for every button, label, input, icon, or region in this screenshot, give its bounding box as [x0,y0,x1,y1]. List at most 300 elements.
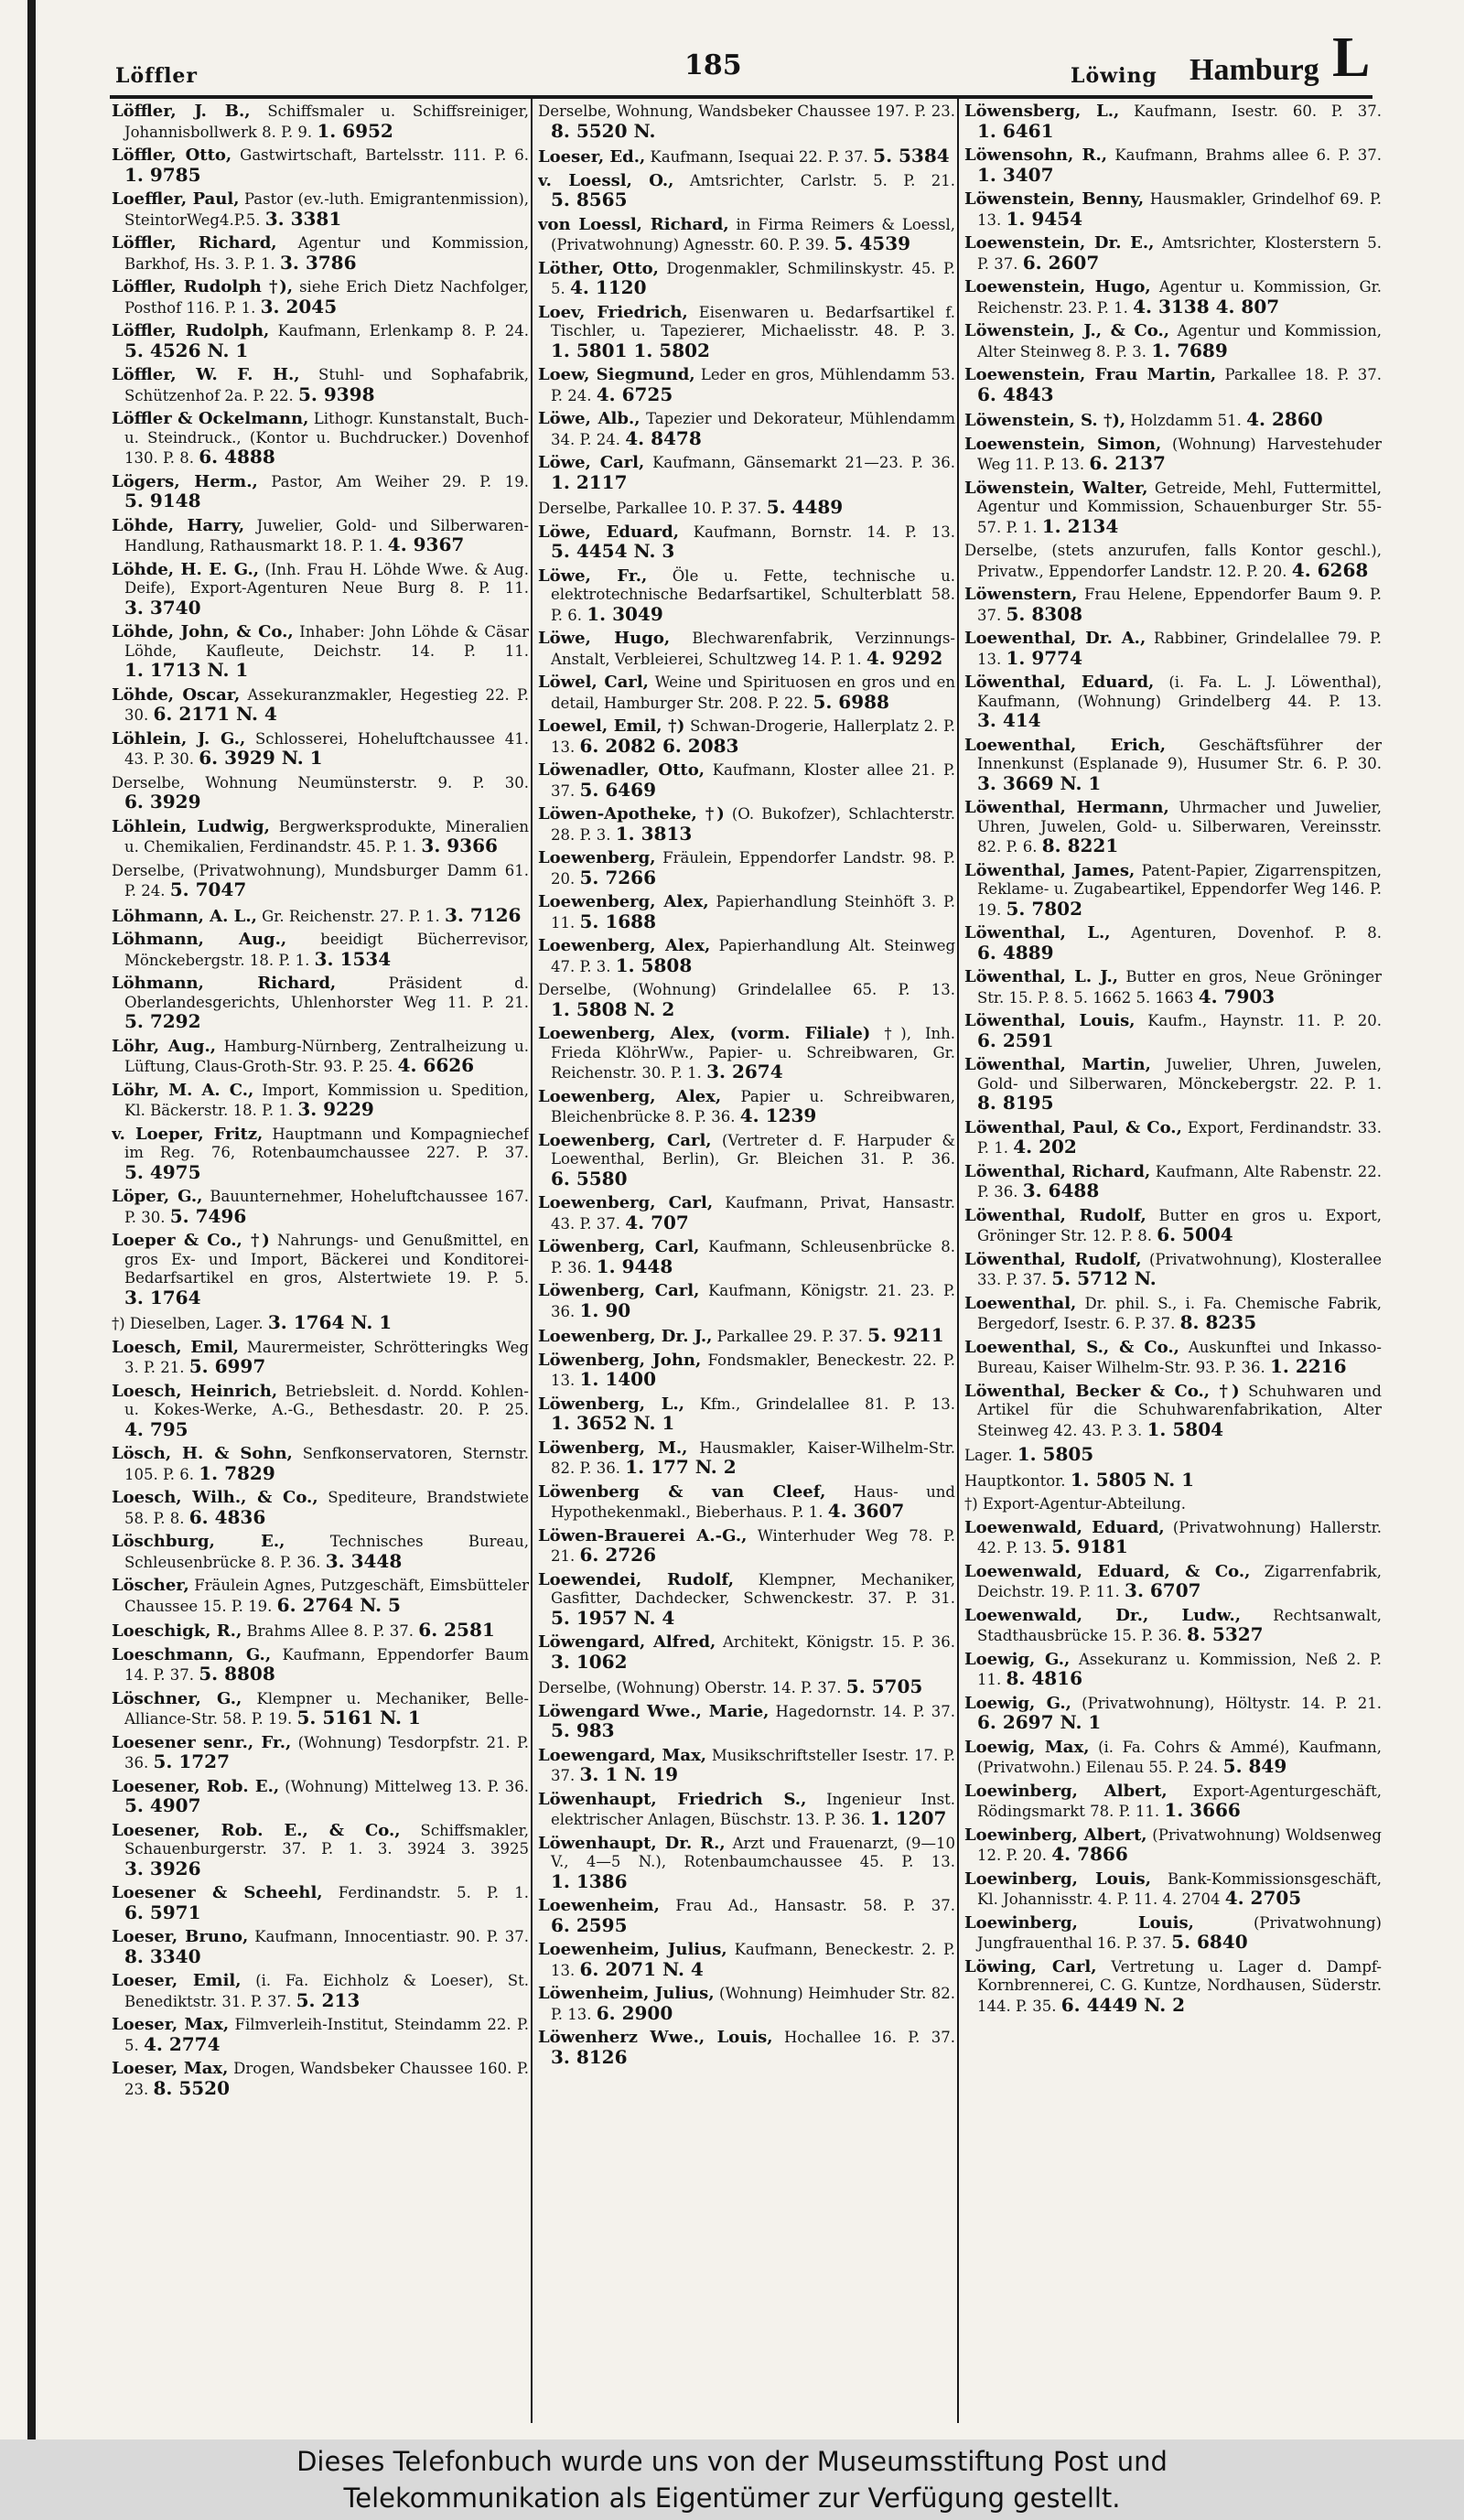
directory-entry [538,937,955,976]
entry-name: Loeffler, Paul, [112,189,240,209]
entry-name: Löwenstein, Benny, [964,189,1145,209]
entry-phone: 5. 4975 [124,1160,201,1183]
entry-details: Drogen, Wandsbeker Chaussee 160. P. 23. [124,2060,529,2098]
entry-name: Loewenheim, Julius, [538,1940,727,1959]
directory-entry [964,1056,1382,1115]
entry-name: Loewenberg, Carl, [538,1130,712,1150]
directory-entry [538,1483,955,1523]
entry-phone: 6. 2082 6. 2083 [579,734,739,757]
directory-entry [538,1985,955,2024]
entry-phone: 1. 6952 [317,119,393,142]
entry-name: Löwenthal, L., [964,923,1111,942]
entry-phone: 5. 5384 [873,145,950,167]
entry-name: Löwenthal, Rudolf, [964,1249,1142,1269]
directory-entry [964,1207,1382,1246]
entry-phone: 5. 983 [551,1719,615,1741]
directory-entry [964,1519,1382,1558]
directory-entry [964,1339,1382,1378]
entry-name: Loewenwald, Dr., Ludw., [964,1605,1242,1625]
entry-phone: 1. 1400 [579,1368,657,1390]
directory-entry [112,278,529,318]
directory-entry [112,1383,529,1441]
entry-name: Löhmann, Richard, [112,974,337,993]
entry-details: Frau Helene, Eppendorfer Baum 9. P. 37. [977,586,1382,624]
entry-details: Gr. Reichenstr. 27. P. 1. [262,907,440,925]
directory-entry [964,322,1382,361]
directory-entry [112,1188,529,1227]
entry-name: Löwe, Hugo, [538,629,671,648]
entry-phone: 4. 1239 [739,1104,817,1126]
directory-entry [964,278,1382,318]
entry-details: Weine und Spirituosen en gros und en detail, Hamburger Str. 208. P. 22. [551,673,955,712]
entry-name: Löffler, Otto, [112,145,232,165]
entry-phone: 1. 177 N. 2 [625,1456,737,1478]
entry-name: Löhlein, Ludwig, [112,816,270,836]
directory-entry [538,366,955,405]
entry-details: Papier u. Schreibwaren, Bleichenbrücke 8. P. 36. [551,1087,955,1125]
entry-name: Löwe, Carl, [538,453,645,472]
entry-phone: 5. 9181 [1051,1535,1128,1557]
entry-name: Loewenberg, [538,848,656,867]
entry-details: Kaufmann, Innocentiastr. 90. P. 37. [254,1928,529,1945]
directory-entry [964,673,1382,732]
entry-details: (Vertreter d. F. Harpuder & Loewenthal, Berlin), Gr. Bleichen 31. P. 36. [551,1131,955,1168]
directory-entry [112,322,529,361]
entry-details: Agentur und Kommission, Alter Steinweg 8. P. 3. [977,322,1382,361]
directory-entry [112,686,529,726]
entry-details: Kaufmann, Kloster allee 21. P. 37. [551,761,955,800]
entry-details: Senfkonservatoren, Sternstr. 105. P. 6. [124,1445,529,1483]
directory-entry [112,1533,529,1572]
directory-entry [964,1739,1382,1778]
entry-details: Gastwirtschaft, Bartelsstr. 111. P. 6. [240,146,529,164]
entry-details: Kaufmann, Gänsemarkt 21—23. P. 36. [652,454,955,471]
directory-entry [538,1282,955,1321]
entry-details: (Wohnung) Heimhuder Str. 82. P. 13. [551,1985,955,2023]
directory-entry [112,931,529,970]
directory-entry [538,893,955,932]
directory-entry [964,234,1382,274]
entry-name: Löhde, John, & Co., [112,622,294,641]
entry-details: Pastor, Am Weiher 29. P. 19. [271,472,529,490]
entry-details: Kaufmann, Beneckestr. 2. P. 13. [551,1941,955,1979]
entry-details: Lithogr. Kunstanstalt, Buch- u. Steindruck., (Kontor u. Buchdrucker.) Dovenhof 130. P. 8. [124,410,529,467]
entry-name: Löwen-Apotheke, †) [538,804,725,824]
directory-entry [538,717,955,757]
entry-phone: 5. 4526 N. 1 [124,339,249,361]
directory-entry [112,903,529,927]
entry-name: Löwenthal, Paul, & Co., [964,1117,1182,1137]
entry-details: Betriebsleit. d. Nordd. Kohlen- u. Kokes-Werke, A.-G., Bethesdastr. 20. P. 25. [124,1382,529,1418]
entry-details: (Privatwohnung), Klosterallee 33. P. 37. [977,1250,1382,1288]
footer-note [0,2439,1464,2520]
entry-name: v. Loeper, Fritz, [112,1124,264,1144]
entry-details: Schuhwaren und Artikel für die Schuhwarenfabrikation, Alter Steinweg 42. 43. P. 3. [977,1382,1382,1439]
entry-details: Nahrungs- und Genußmittel, en gros Ex- und Import, Bäckerei und Konditorei-Bedarfsartikel en gros, Alstertwiete 19. P. 5. [124,1232,529,1287]
directory-entry [538,567,955,626]
entry-name: Loewinberg, Louis, [964,1912,1194,1933]
entry-details: Hamburg-Nürnberg, Zentralheizung u. Lüftung, Claus-Groth-Str. 93. P. 25. [124,1037,529,1075]
directory-entry [112,1646,529,1685]
entry-phone: 5. 6997 [188,1355,266,1377]
entry-phone: 5. 9211 [867,1324,944,1346]
entry-phone: 5. 9398 [298,382,375,405]
entry-name: Loewenthal, [964,1293,1077,1313]
entry-details: (Privatwohnung) Woldsenweg 12. P. 20. [977,1825,1382,1864]
entry-phone: 1. 5801 1. 5802 [551,339,710,361]
directory-entry [538,1897,955,1936]
directory-entry [964,410,1382,431]
directory-entry [538,1025,955,1083]
entry-name: Loesener, Rob. E., & Co., [112,1820,401,1840]
directory-entry [112,102,529,142]
entry-phone: 6. 2581 [418,1619,495,1641]
entry-phone: 8. 8221 [1041,835,1119,856]
entry-phone: 6. 2595 [551,1913,628,1936]
entry-details: Spediteure, Brandstwiete 58. P. 8. [124,1489,529,1527]
entry-details: (Wohnung) Harvestehuder Weg 11. P. 13. [977,435,1382,473]
entry-details: Bauunternehmer, Hoheluftchaussee 167. P. 30. [124,1188,529,1226]
entry-details: Assekuranzmakler, Hegestieg 22. P. 30. [124,685,529,724]
entry-details: Derselbe, Wohnung, Wandsbeker Chaussee 197. P. 23. [538,102,955,120]
entry-name: Löffler, Rudolph, [112,321,270,340]
directory-entry [538,2029,955,2068]
entry-details: Inhaber: John Löhde & Cäsar Löhde, Kaufleute, Deichstr. 14. P. 11. [124,623,529,660]
directory-entry [538,673,955,713]
entry-phone: 5. 4539 [834,232,911,254]
entry-details: Fondsmakler, Beneckestr. 22. P. 13. [551,1351,955,1389]
entry-phone: 6. 4889 [977,941,1054,964]
entry-name: Löwing, Carl, [964,1956,1097,1976]
entry-details: Juwelier, Gold- und Silberwaren-Handlung, Rathausmarkt 18. P. 1. [124,516,529,555]
entry-details: Agentur u. Kommission, Gr. Reichenstr. 23. P. 1. [977,278,1382,317]
entry-name: Loewinberg, Albert, [964,1781,1168,1801]
entry-details: Kaufmann, Königstr. 21. 23. P. 36. [551,1282,955,1320]
entry-details: Uhrmacher und Juwelier, Uhren, Juwelen, Gold- u. Silberwaren, Vereinsstr. 82. P. 6. [977,799,1382,856]
entry-details: †), Inh. Frieda KlöhrWw., Papier- u. Schreibwaren, Gr. Reichenstr. 30. P. 1. [551,1025,955,1082]
entry-name: Loesch, Wilh., & Co., [112,1488,318,1507]
entry-details: Import, Kommission u. Spedition, Kl. Bäckerstr. 18. P. 1. [124,1081,529,1119]
entry-name: Löwenheim, Julius, [538,1984,715,2003]
directory-entry [538,1941,955,1980]
entry-phone: 3. 3669 N. 1 [977,771,1102,794]
directory-entry [538,1571,955,1630]
entry-phone: 6. 2591 [977,1028,1054,1051]
entry-name: Löwenhaupt, Friedrich S., [538,1789,807,1809]
entry-name: Löschner, G., [112,1688,242,1708]
entry-name: Lösch, H. & Sohn, [112,1444,293,1463]
entry-phone: 3. 1764 N. 1 [267,1311,393,1333]
entry-phone: 4. 3138 4. 807 [1133,295,1280,318]
directory-entry [538,102,955,142]
entry-details: Bergwerksprodukte, Mineralien u. Chemikalien, Ferdinandstr. 45. P. 1. [124,817,529,856]
directory-entry [112,366,529,405]
entry-details: (i. Fa. Cohrs & Ammé), Kaufmann, (Privatwohn.) Eilenau 55. P. 24. [977,1738,1382,1776]
entry-phone: 3. 3448 [325,1549,403,1572]
page-number: 185 [684,49,742,81]
entry-phone: 5. 7047 [169,878,247,900]
entry-phone: 1. 1207 [869,1807,947,1829]
entry-details: Dr. phil. S., i. Fa. Chemische Fabrik, Bergedorf, Isestr. 6. P. 37. [977,1294,1382,1332]
directory-entry [112,1690,529,1729]
header-last-entry: Löwing [1071,64,1157,88]
directory-entry [538,523,955,563]
directory-entry [964,799,1382,857]
directory-entry [964,1695,1382,1734]
entry-phone: 4. 6626 [397,1054,475,1076]
directory-entry [538,146,955,167]
entry-phone: 1. 5808 N. 2 [551,997,675,1020]
entry-name: Löhde, Harry, [112,515,245,535]
directory-entry [964,1782,1382,1822]
entry-details: (O. Bukofzer), Schlachterstr. 28. P. 3. [551,805,955,844]
entry-name: Loesch, Heinrich, [112,1381,278,1401]
entry-phone: 1. 9785 [124,163,201,186]
entry-phone: 3. 2045 [260,295,338,318]
entry-details: Bank-Kommissionsgeschäft, Kl. Johannisstr. 4. P. 11. 4. 2704 [977,1869,1382,1908]
entry-phone: 3. 7126 [444,903,522,926]
entry-phone: 1. 9454 [1006,207,1083,230]
entry-details: Technisches Bureau, Schleusenbrücke 8. P. 36. [124,1533,529,1571]
entry-details: Frau Ad., Hansastr. 58. P. 37. [675,1897,955,1914]
entry-name: Löwenthal, Louis, [964,1011,1136,1030]
entry-name: Löffler, Rudolph †), [112,277,294,296]
directory-entry [964,924,1382,964]
entry-name: Loewenwald, Eduard, & Co., [964,1561,1251,1581]
entry-name: Löwenstein, J., & Co., [964,321,1170,340]
entry-details: †) Export-Agentur-Abteilung. [964,1495,1186,1513]
entry-name: Loeper & Co., †) [112,1231,270,1250]
entry-phone: 6. 2137 [1089,452,1166,474]
directory-entry [112,1125,529,1184]
entry-phone: 1. 9448 [596,1255,673,1277]
entry-name: Löwensohn, R., [964,145,1108,165]
entry-phone: 5. 1688 [579,910,657,932]
entry-details: (Privatwohnung) Jungfrauenthal 16. P. 37. [977,1913,1382,1952]
entry-phone: 4. 7903 [1198,985,1276,1007]
entry-details: Kaufm., Haynstr. 11. P. 20. [1147,1012,1382,1029]
entry-phone: 4. 795 [124,1417,188,1440]
entry-details: (Inh. Frau H. Löhde Wwe. & Aug. Deife), Export-Agenturen Neue Burg 8. P. 11. [124,560,529,597]
entry-details: Stuhl- und Sophafabrik, Schützenhof 2a. P. 22. [124,366,529,404]
entry-phone: 6. 5580 [551,1167,628,1190]
directory-entry [964,1470,1382,1492]
entry-name: Löwenthal, L. J., [964,967,1119,986]
directory-entry [538,1088,955,1127]
directory-entry [112,1884,529,1923]
directory-entry [964,436,1382,475]
entry-phone: 3. 1534 [314,947,392,970]
entry-phone: 3. 3740 [124,596,201,619]
entry-phone: 1. 3666 [1164,1799,1241,1821]
entry-name: Loeser, Bruno, [112,1927,249,1946]
entry-phone: 5. 8308 [1006,602,1083,625]
header-first-entry: Löffler [115,64,199,88]
entry-phone: 6. 2697 N. 1 [977,1711,1102,1733]
entry-name: Löwenthal, Martin, [964,1055,1151,1074]
entry-name: Loeser, Max, [112,2059,229,2078]
entry-details: Musikschriftsteller Isestr. 17. P. 37. [551,1746,955,1784]
entry-phone: 6. 2900 [596,2001,673,2024]
directory-entry [112,1928,529,1967]
entry-name: v. Loessl, O., [538,170,674,190]
entry-phone: 4. 6725 [596,382,673,405]
entry-details: Kaufmann, Bornstr. 14. P. 13. [693,522,955,541]
entry-phone: 5. 7496 [169,1204,247,1227]
entry-phone: 5. 5705 [845,1675,923,1697]
entry-name: Loewenthal, S., & Co., [964,1337,1179,1357]
entry-name: Löhmann, Aug., [112,930,287,949]
entry-phone: 6. 2764 N. 5 [276,1593,401,1616]
entry-phone: 1. 2117 [551,470,628,493]
entry-details: Holzdamm 51. [1130,412,1242,429]
entry-details: Schlosserei, Hoheluftchaussee 41. 43. P. 30. [124,729,529,768]
directory-entry [964,1251,1382,1290]
entry-phone: 5. 4907 [124,1794,201,1816]
entry-name: Löwenberg, John, [538,1350,702,1370]
entry-phone: 6. 4888 [199,446,275,468]
directory-entry [964,1445,1382,1466]
entry-details: Brahms Allee 8. P. 37. [246,1622,414,1640]
directory-entry [112,1445,529,1484]
entry-name: Loewinberg, Albert, [964,1825,1147,1845]
header-rule [110,95,1372,99]
directory-entry [964,1163,1382,1202]
entry-details: Präsident d. Oberlandesgerichts, Uhlenhorster Weg 11. P. 21. [124,975,529,1011]
entry-phone: 5. 4454 N. 3 [551,540,675,562]
entry-details: Kaufmann, Brahms allee 6. P. 37. [1114,146,1382,164]
entry-phone: 3. 6707 [1125,1579,1201,1601]
directory-entry [964,1651,1382,1690]
entry-name: Löffler, Richard, [112,233,277,253]
entry-details: Derselbe, (stets anzurufen, falls Kontor geschl.), Privatw., Eppendorfer Landstr. 12. P. 20. [964,542,1382,580]
entry-phone: 5. 9148 [124,490,201,512]
entry-details: Getreide, Mehl, Futtermittel, Agentur und Kommission, Schauenburger Str. 55-57. P. 1. [977,479,1382,536]
entry-name: Loewenberg, Alex, [538,892,709,911]
entry-phone: 1. 3049 [587,602,663,625]
entry-phone: 5. 7292 [124,1010,201,1032]
entry-name: Löwenthal, Hermann, [964,798,1169,817]
entry-phone: 1. 3407 [977,163,1054,186]
footer-line-2: Telekommunikation als Eigentümer zur Verfügung gestellt. [343,2482,1121,2514]
entry-details: Hauptkontor. [964,1471,1066,1490]
entry-phone: 3. 9229 [297,1098,374,1120]
entry-details: Lager. [964,1447,1013,1464]
entry-phone: 6. 2171 N. 4 [153,703,277,725]
entry-details: beeidigt Bücherrevisor, Mönckebergstr. 18. P. 1. [124,931,529,969]
entry-phone: 8. 5520 [153,2076,231,2099]
entry-name: Loeschmann, G., [112,1644,272,1664]
entry-details: Derselbe, (Privatwohnung), Mundsburger Damm 61. P. 24. [112,861,529,899]
entry-name: Loewenthal, Erich, [964,735,1166,755]
directory-entry [538,1703,955,1742]
directory-entry [112,2016,529,2055]
directory-entry [538,1194,955,1233]
entry-name: Löhmann, A. L., [112,906,257,926]
entry-phone: 5. 7266 [579,866,657,888]
entry-phone: 3. 3926 [124,1857,201,1879]
entry-name: Loew, Siegmund, [538,365,695,384]
entry-phone: 6. 3929 N. 1 [199,747,323,769]
entry-phone: 1. 7689 [1151,339,1228,361]
entry-details: Hagedornstr. 14. P. 37. [775,1702,955,1720]
directory-entry [112,1822,529,1880]
entry-name: Löwenadler, Otto, [538,760,705,780]
entry-name: Loewig, G., [964,1693,1071,1713]
entry-name: Loewenstein, Simon, [964,434,1162,454]
entry-name: Löwenthal, Becker & Co., †) [964,1381,1240,1401]
entry-phone: 4. 9292 [866,646,943,669]
entry-name: Loewenberg, Dr. J., [538,1327,713,1346]
entry-name: Löhr, M. A. C., [112,1080,254,1100]
entry-phone: 1. 6461 [977,119,1054,142]
entry-details: Rechtsanwalt, Stadthausbrücke 15. P. 36. [977,1606,1382,1644]
entry-phone: 5. 1727 [153,1750,231,1772]
entry-name: Loewenberg, Carl, [538,1193,714,1212]
entry-name: Loev, Friedrich, [538,302,688,322]
entry-name: Loesener, Rob. E., [112,1776,280,1796]
entry-details: Juwelier, Uhren, Juwelen, Gold- und Silberwaren, Mönckebergstr. 22. P. 1. [977,1056,1382,1093]
entry-phone: 8. 5327 [1187,1623,1264,1645]
entry-details: Amtsrichter, Klosterstern 5. P. 37. [977,234,1382,273]
entry-details: Hauptmann und Kompagniechef im Reg. 76, Rotenbaumchaussee 227. P. 37. [124,1125,529,1161]
column-divider [957,99,959,2423]
entry-name: Loewenstein, Dr. E., [964,233,1155,253]
entry-name: Loewenberg, Alex, [538,1086,722,1106]
entry-phone: 4. 9367 [387,533,465,555]
entry-name: Löwensberg, L., [964,102,1120,121]
directory-entry [112,862,529,901]
entry-phone: 3. 1062 [551,1650,628,1673]
directory-entry [538,1677,955,1698]
entry-details: Fräulein, Eppendorfer Landstr. 98. P. 20. [551,849,955,888]
entry-details: Export-Agenturgeschäft, Rödingsmarkt 78. P. 11. [977,1782,1382,1820]
directory-entry [112,190,529,230]
directory-entry [538,1352,955,1391]
entry-name: Löhlein, J. G., [112,728,246,748]
directory-entry [538,454,955,493]
entry-details: Hochallee 16. P. 37. [784,2029,955,2046]
entry-phone: 3. 3786 [280,251,357,274]
directory-entry [112,517,529,556]
entry-details: Rabbiner, Grindelallee 79. P. 13. [977,630,1382,668]
directory-entry [538,1439,955,1479]
entry-phone: 4. 1120 [570,276,647,298]
entry-name: Loewenstein, Frau Martin, [964,365,1217,384]
column-2 [538,102,955,2418]
entry-phone: 5. 6840 [1171,1931,1248,1953]
directory-entry [964,1958,1382,2017]
entry-phone: 5. 8565 [551,188,628,210]
entry-details: Derselbe, (Wohnung) Oberstr. 14. P. 37. [538,1679,842,1696]
entry-name: Löwenstern, [964,585,1078,604]
entry-name: Löwe, Fr., [538,565,648,586]
entry-details: Zigarrenfabrik, Deichstr. 19. P. 11. [977,1562,1382,1600]
entry-phone: 4. 7866 [1051,1843,1128,1865]
entry-phone: 1. 1386 [551,1869,628,1892]
directory-entry [112,1232,529,1308]
entry-details: Assekuranz u. Kommission, Neß 2. P. 11. [977,1650,1382,1688]
entry-details: Pastor (ev.-luth. Emigrantenmission), SteintorWeg4.P.5. [124,190,529,229]
directory-entry [964,1914,1382,1954]
entry-name: Löwe, Eduard, [538,522,680,542]
entry-phone: 4. 2860 [1246,408,1323,430]
entry-details: Schwan-Drogerie, Hallerplatz 2. P. 13. [551,717,955,756]
entry-phone: 6. 4836 [188,1505,266,1528]
directory-entry [538,410,955,449]
directory-entry [964,479,1382,538]
entry-name: Löwengard Wwe., Marie, [538,1701,770,1721]
